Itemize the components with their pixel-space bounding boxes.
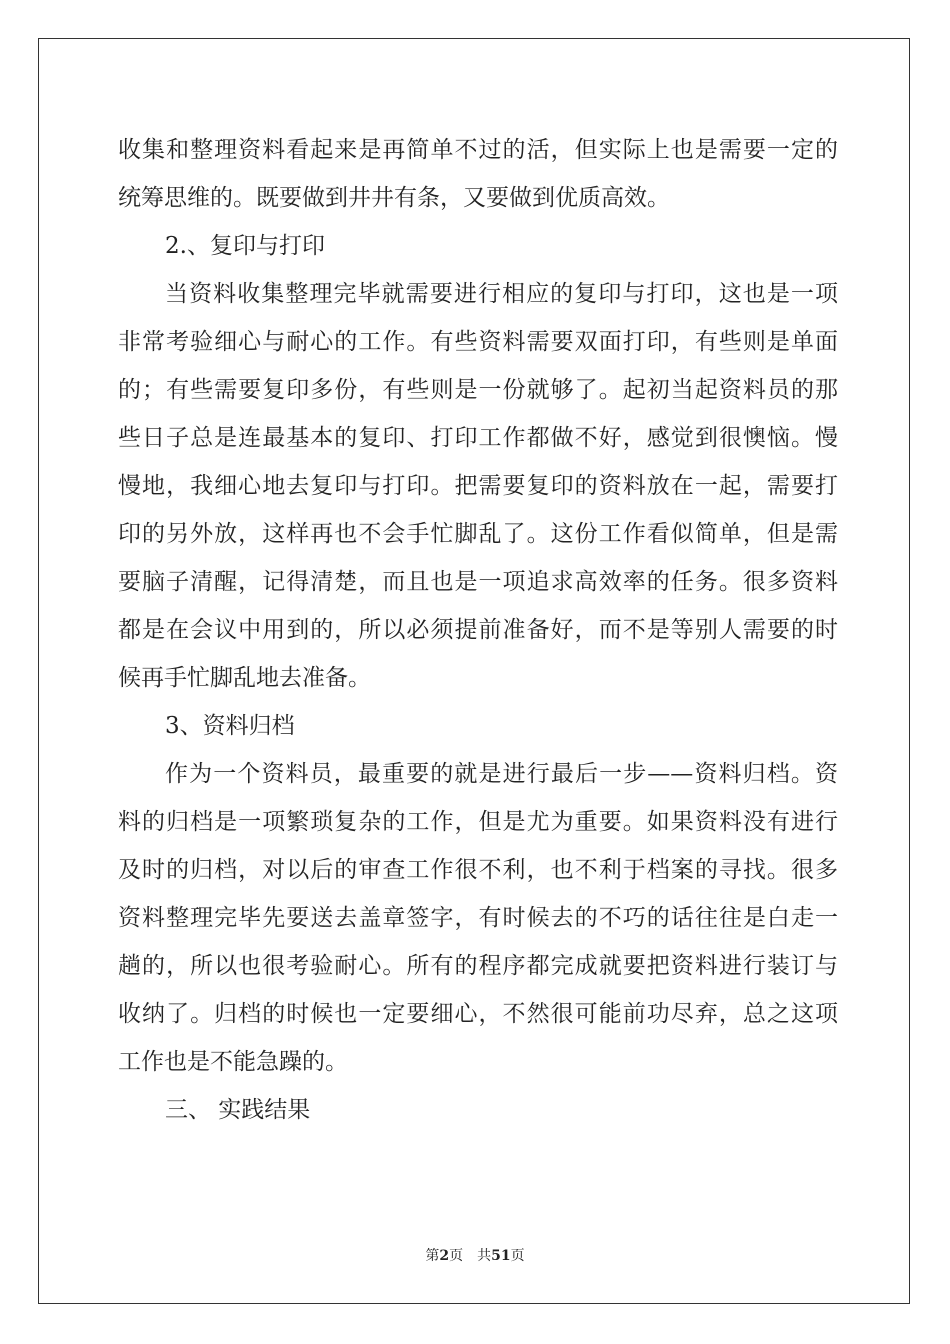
footer-total-suffix: 页: [510, 1248, 525, 1264]
paragraph-line: 非常考验细心与耐心的工作。有些资料需要双面打印，有些则是单面: [118, 329, 838, 355]
paragraph-line: 要脑子清醒，记得清楚，而且也是一项追求高效率的任务。很多资料: [118, 569, 838, 595]
paragraph-line: 收纳了。归档的时候也一定要细心，不然很可能前功尽弃，总之这项: [118, 1001, 838, 1027]
footer-page-number: 2: [439, 1248, 450, 1264]
footer-page-suffix: 页: [449, 1248, 464, 1264]
paragraph: [118, 750, 838, 1086]
paragraph-line: 统筹思维的。既要做到井井有条，又要做到优质高效。: [118, 185, 670, 211]
footer-total-pages: 51: [491, 1248, 511, 1264]
section-heading: 2.、复印与打印: [165, 233, 325, 259]
page-footer: [0, 1245, 950, 1265]
section-heading: 三、 实践结果: [165, 1097, 311, 1123]
paragraph-line: 资料整理完毕先要送去盖章签字，有时候去的不巧的话往往是白走一: [118, 905, 838, 931]
paragraph-line: 收集和整理资料看起来是再简单不过的活，但实际上也是需要一定的: [118, 137, 838, 163]
footer-page-prefix: 第: [425, 1248, 440, 1264]
paragraph-line: 的；有些需要复印多份，有些则是一份就够了。起初当起资料员的那: [118, 377, 838, 403]
paragraph: [118, 270, 838, 702]
footer-total-prefix: 共: [477, 1248, 492, 1264]
paragraph-line: 都是在会议中用到的，所以必须提前准备好，而不是等别人需要的时: [118, 617, 838, 643]
section-heading: 3、资料归档: [165, 713, 295, 739]
paragraph-line: 及时的归档，对以后的审查工作很不利，也不利于档案的寻找。很多: [118, 857, 838, 883]
paragraph-line: 趟的，所以也很考验耐心。所有的程序都完成就要把资料进行装订与: [118, 953, 838, 979]
paragraph-line: 些日子总是连最基本的复印、打印工作都做不好，感觉到很懊恼。慢: [118, 425, 838, 451]
paragraph-line: 印的另外放，这样再也不会手忙脚乱了。这份工作看似简单，但是需: [118, 521, 838, 547]
paragraph-line: 作为一个资料员，最重要的就是进行最后一步——资料归档。资: [165, 761, 838, 787]
paragraph-line: 工作也是不能急躁的。: [118, 1049, 348, 1075]
paragraph-line: 料的归档是一项繁琐复杂的工作，但是尤为重要。如果资料没有进行: [118, 809, 838, 835]
paragraph-line: 慢地，我细心地去复印与打印。把需要复印的资料放在一起，需要打: [118, 473, 838, 499]
paragraph: [118, 126, 838, 222]
document-body: [118, 126, 838, 1134]
paragraph-line: 当资料收集整理完毕就需要进行相应的复印与打印，这也是一项: [165, 281, 838, 307]
paragraph-line: 候再手忙脚乱地去准备。: [118, 665, 371, 691]
